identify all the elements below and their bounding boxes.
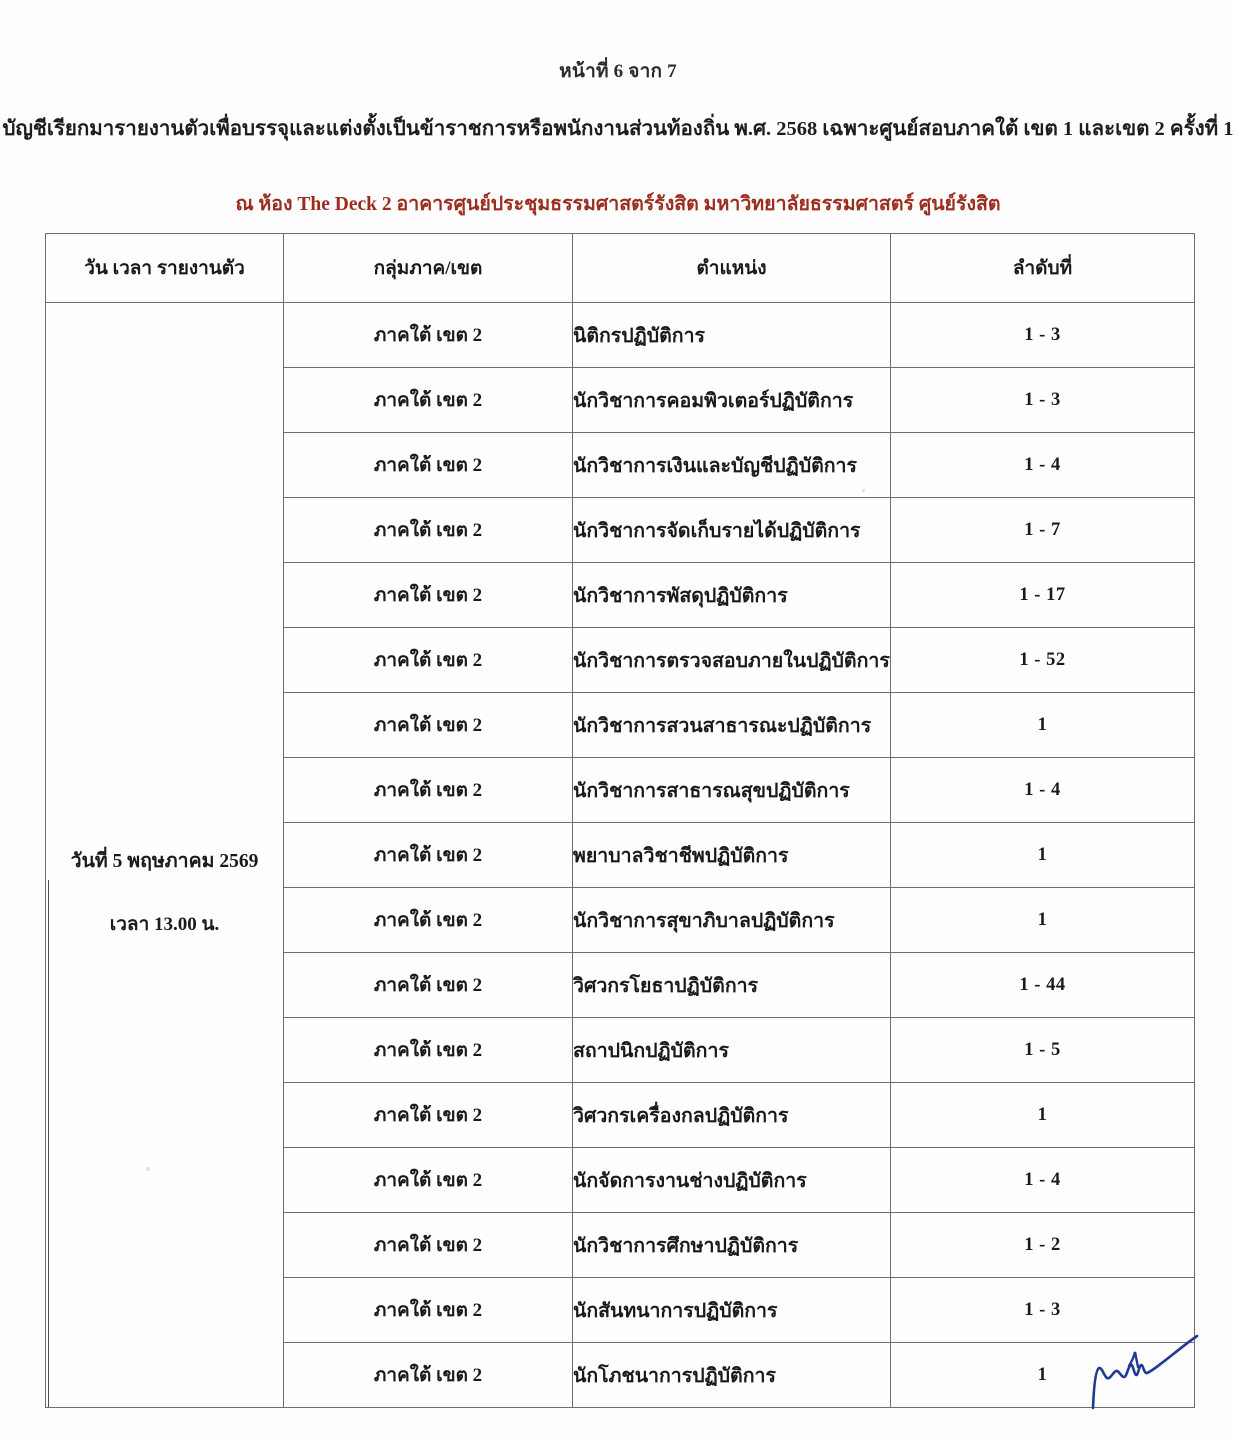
cell-zone: ภาคใต้ เขต 2	[284, 1343, 573, 1408]
cell-zone: ภาคใต้ เขต 2	[284, 368, 573, 433]
cell-position: นักวิชาการจัดเก็บรายได้ปฏิบัติการ	[573, 498, 891, 563]
document-title: บัญชีเรียกมารายงานตัวเพื่อบรรจุและแต่งตั้งเป็นข้าราชการหรือพนักงานส่วนท้องถิ่น พ.ศ. 2568 เฉพาะศูนย์สอบภาคใต้ เขต 1 และเขต 2 ครั้งที่ 1	[2, 118, 1234, 140]
table-header	[46, 234, 1195, 303]
cell-position: นักวิชาการสวนสาธารณะปฏิบัติการ	[573, 693, 891, 758]
cell-order: 1 - 52	[891, 628, 1195, 693]
cell-order: 1	[891, 693, 1195, 758]
report-time: เวลา 13.00 น.	[109, 914, 220, 936]
report-table	[45, 233, 1195, 1408]
cell-order: 1 - 17	[891, 563, 1195, 628]
cell-zone: ภาคใต้ เขต 2	[284, 498, 573, 563]
cell-position: นักจัดการงานช่างปฏิบัติการ	[573, 1148, 891, 1213]
cell-report-datetime	[46, 303, 284, 1408]
column-header-datetime: วัน เวลา รายงานตัว	[46, 234, 284, 303]
cell-position: นักวิชาการศึกษาปฏิบัติการ	[573, 1213, 891, 1278]
cell-position: นักสันทนาการปฏิบัติการ	[573, 1278, 891, 1343]
cell-order: 1	[891, 1343, 1195, 1408]
cell-zone: ภาคใต้ เขต 2	[284, 888, 573, 953]
cell-zone: ภาคใต้ เขต 2	[284, 1148, 573, 1213]
cell-order: 1	[891, 1083, 1195, 1148]
cell-order: 1 - 4	[891, 433, 1195, 498]
scan-speck	[146, 1167, 150, 1171]
cell-order: 1 - 4	[891, 1148, 1195, 1213]
cell-position: นักวิชาการสาธารณสุขปฏิบัติการ	[573, 758, 891, 823]
cell-zone: ภาคใต้ เขต 2	[284, 953, 573, 1018]
cell-order: 1 - 7	[891, 498, 1195, 563]
cell-zone: ภาคใต้ เขต 2	[284, 758, 573, 823]
cell-zone: ภาคใต้ เขต 2	[284, 693, 573, 758]
cell-position: วิศวกรเครื่องกลปฏิบัติการ	[573, 1083, 891, 1148]
cell-position: นักวิชาการเงินและบัญชีปฏิบัติการ	[573, 433, 891, 498]
cell-zone: ภาคใต้ เขต 2	[284, 1018, 573, 1083]
cell-position: สถาปนิกปฏิบัติการ	[573, 1018, 891, 1083]
cell-zone: ภาคใต้ เขต 2	[284, 303, 573, 368]
cell-zone: ภาคใต้ เขต 2	[284, 1083, 573, 1148]
cell-order: 1 - 3	[891, 368, 1195, 433]
report-table-container	[45, 233, 1194, 1408]
table-body	[46, 303, 1195, 1408]
cell-position: นักวิชาการคอมพิวเตอร์ปฏิบัติการ	[573, 368, 891, 433]
report-date: วันที่ 5 พฤษภาคม 2569	[70, 850, 259, 872]
cell-zone: ภาคใต้ เขต 2	[284, 628, 573, 693]
column-header-zone: กลุ่มภาค/เขต	[284, 234, 573, 303]
table-header-row	[46, 234, 1195, 303]
column-header-order: ลำดับที่	[891, 234, 1195, 303]
cell-order: 1 - 3	[891, 303, 1195, 368]
cell-zone: ภาคใต้ เขต 2	[284, 1213, 573, 1278]
cell-position: พยาบาลวิชาชีพปฏิบัติการ	[573, 823, 891, 888]
venue-line: ณ ห้อง The Deck 2 อาคารศูนย์ประชุมธรรมศาสตร์รังสิต มหาวิทยาลัยธรรมศาสตร์ ศูนย์รังสิต	[235, 194, 1001, 215]
table-row	[46, 303, 1195, 368]
cell-position: นักวิชาการสุขาภิบาลปฏิบัติการ	[573, 888, 891, 953]
cell-order: 1 - 5	[891, 1018, 1195, 1083]
cell-order: 1	[891, 823, 1195, 888]
column-header-position: ตำแหน่ง	[573, 234, 891, 303]
cell-position: นักวิชาการพัสดุปฏิบัติการ	[573, 563, 891, 628]
cell-order: 1 - 44	[891, 953, 1195, 1018]
cell-position: วิศวกรโยธาปฏิบัติการ	[573, 953, 891, 1018]
scan-speck	[862, 489, 865, 492]
cell-zone: ภาคใต้ เขต 2	[284, 1278, 573, 1343]
cell-position: นักวิชาการตรวจสอบภายในปฏิบัติการ	[573, 628, 891, 693]
cell-order: 1	[891, 888, 1195, 953]
cell-zone: ภาคใต้ เขต 2	[284, 433, 573, 498]
cell-zone: ภาคใต้ เขต 2	[284, 563, 573, 628]
cell-order: 1 - 4	[891, 758, 1195, 823]
cell-position: นักโภชนาการปฏิบัติการ	[573, 1343, 891, 1408]
page-number: หน้าที่ 6 จาก 7	[559, 61, 677, 82]
cell-order: 1 - 2	[891, 1213, 1195, 1278]
cell-position: นิติกรปฏิบัติการ	[573, 303, 891, 368]
cell-order: 1 - 3	[891, 1278, 1195, 1343]
cell-zone: ภาคใต้ เขต 2	[284, 823, 573, 888]
